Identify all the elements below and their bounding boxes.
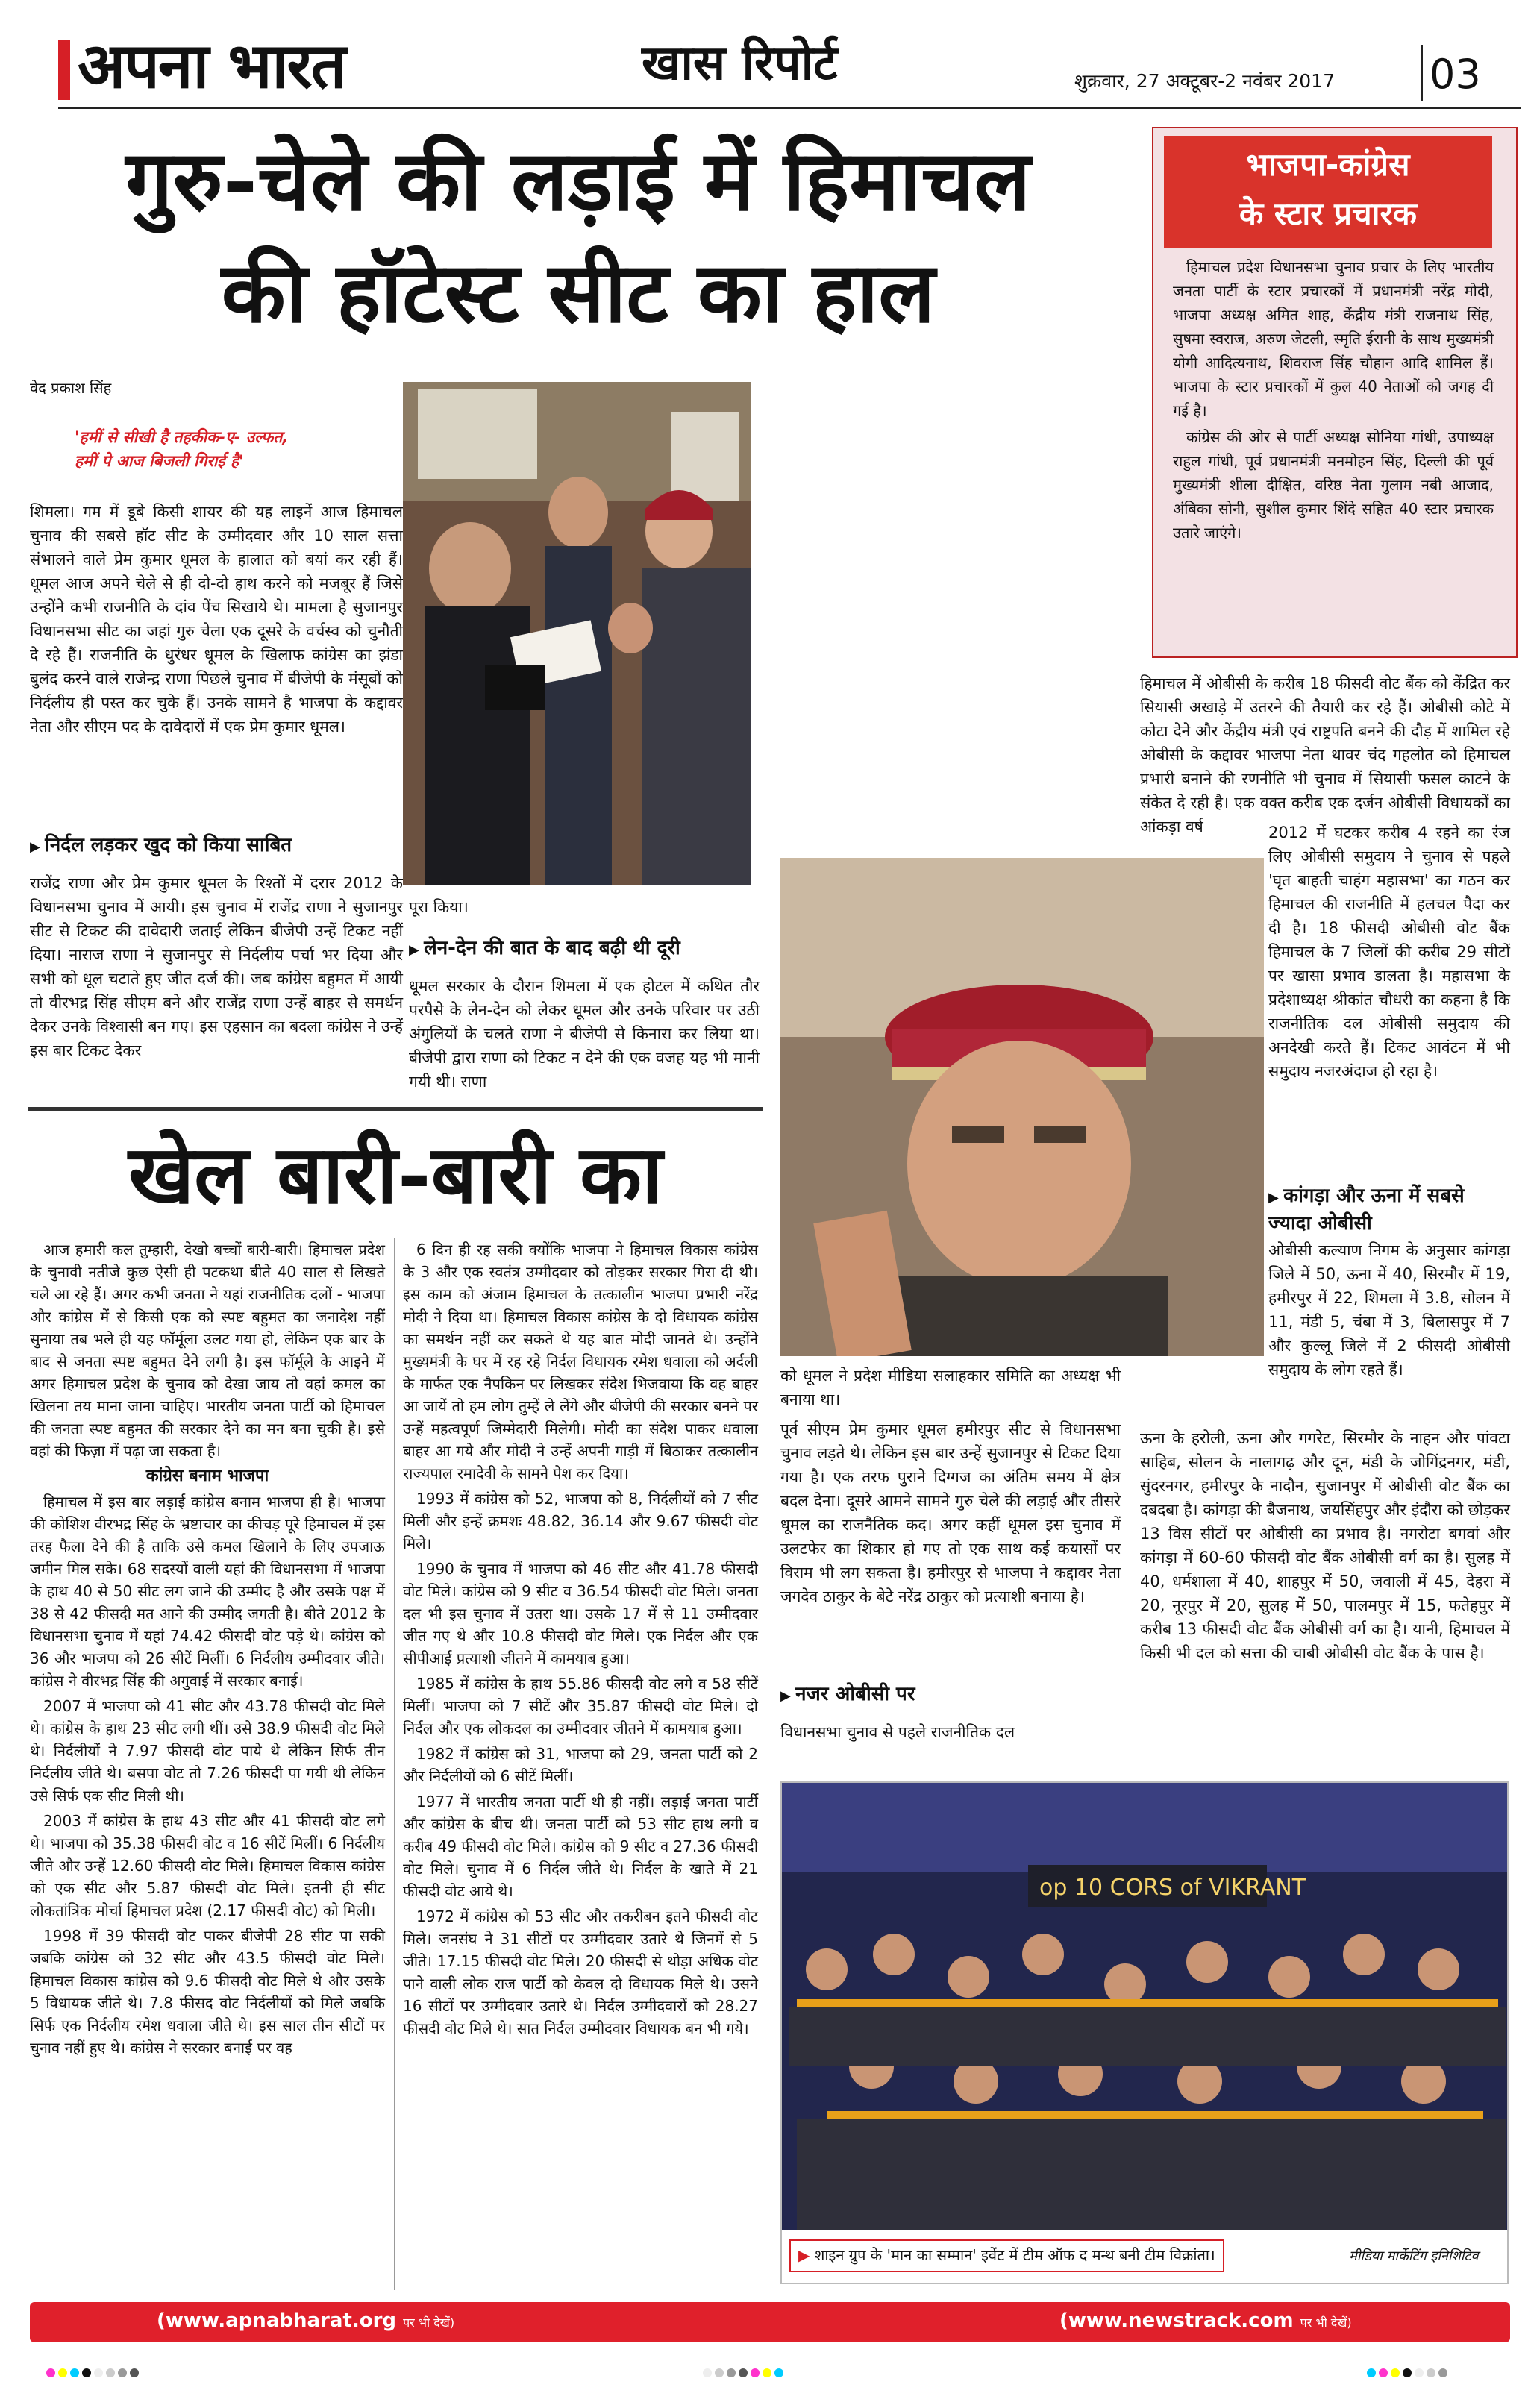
page-number: 03 bbox=[1430, 51, 1481, 98]
footer-url-right-suffix: पर भी देखें) bbox=[1300, 2315, 1352, 2330]
sidebar-title bbox=[1164, 136, 1492, 248]
para-len-den: धूमल सरकार के दौरान शिमला में एक होटल में कथित तौर परपैसे के लेन-देन को लेकर धूमल और उनके परिवार पर उठी अंगुलियों के चलते राणा ने बीजेपी से किनारा कर लिया था। बीजेपी द्वारा राणा को टिकट न देने की एक वजह यह भी मानी गयी थी। राणा bbox=[409, 977, 760, 1091]
footer-url-right-text[interactable]: (www.newstrack.com bbox=[1059, 2310, 1294, 2332]
column-divider bbox=[394, 1238, 395, 2290]
nomination-photo bbox=[403, 382, 751, 885]
masthead-rule bbox=[58, 107, 1521, 109]
subhead-nirdal: ▶ निर्दल लड़कर खुद को किया साबित bbox=[30, 833, 403, 860]
nomination-photo-art bbox=[403, 382, 751, 885]
sidebar-para-1: हिमाचल प्रदेश विधानसभा चुनाव प्रचार के लिए भारतीय जनता पार्टी के स्टार प्रचारकों में प्रधानमंत्री नरेंद्र मोदी, भाजपा अध्यक्ष अमित शाह, केंद्रीय मंत्री राजनाथ सिंह, सुषमा स्वराज, अरुण जेटली, स्मृति ईरानी के साथ मुख्यमंत्री योगी आदित्यनाथ, शिवराज सिंह चौहान आदि शामिल हैं। भाजपा के स्टार प्रचारकों में कुल 40 नेताओं को जगह दी गई है। bbox=[1173, 258, 1494, 419]
second-col2-para-1: 6 दिन ही रह सकी क्योंकि भाजपा ने हिमाचल विकास कांग्रेस के 3 और एक स्वतंत्र उम्मीदवार को तोड़कर सरकार गिरा दी थी। इस काम को अंजाम हिमाचल के तत्कालीन भाजपा प्रभारी नरेंद्र मोदी ने दिया था। हिमाचल विकास कांग्रेस के दो विधायक कांग्रेस का समर्थन नहीं कर सकते थे यह बात मोदी जानते थे। उन्होंने मुख्यमंत्री के घर में रह रहे निर्दल विधायक रमेश धवाला को अर्दली के मार्फत एक नैपकिन पर लिखकर संदेश भिजवाया कि वह बाहर आ जायें तो हम लोग तुम्हें ले लेंगे और बीजेपी की सरकार बनने पर उन्हें महत्वपूर्ण जिम्मेदारी मिलेगी। मोदी का संदेश पाकर धवाला बाहर आ गये और मोदी ने उन्हें अपनी गाड़ी में बिठाकर तत्कालीन राज्यपाल रमादेवी के सामने पेश कर दिया। bbox=[403, 1241, 758, 1482]
event-caption-text: शाइन ग्रुप के 'मान का सम्मान' इवेंट में टीम ऑफ द मन्थ बनी टीम विक्रांता। bbox=[814, 2246, 1215, 2264]
pull-quote: 'हमीं से सीखी है तहकीक-ए- उल्फत, हमीं पे आज बिजली गिराई है' bbox=[75, 428, 289, 470]
subhead-len-den: ▶ लेन-देन की बात के बाद बढ़ी थी दूरी bbox=[409, 935, 767, 963]
event-credit: मीडिया मार्केटिंग इनिशिटिव bbox=[1349, 2248, 1479, 2264]
second-col2-para-5: 1982 में कांग्रेस को 31, भाजपा को 29, जनता पार्टी को 2 और निर्दलीयों को 6 सीटें मिलीं। bbox=[403, 1745, 758, 1785]
right-para-2: 2012 में घटकर करीब 4 रहने का रंज लिए ओबीसी समुदाय ने चुनाव से पहले 'घृत बाहती चाहंग महासभा' का गठन कर हिमाचल की राजनीति में हलचल पैदा कर दी है। 18 फीसदी ओबीसी वोट बैंक हिमाचल के 7 जिलों की करीब 29 सीटों पर खासा प्रभाव डालता है। महासभा के प्रदेशाध्यक्ष श्रीकांत चौधरी का कहना है कि राजनीतिक दल ओबीसी समुदाय की अनदेखी करते हैं। टिकट आवंटन में भी समुदाय नजरअंदाज हो रहा है। bbox=[1268, 824, 1510, 1080]
second-col2-para-3: 1990 के चुनाव में भाजपा को 46 सीट और 41.78 फीसदी वोट मिले। कांग्रेस को 9 सीट व 36.54 फीसदी वोट मिले। जनता दल भी इस चुनाव में उतरा था। उसके 17 में से 11 उम्मीदवार जीत गए थे और 10.8 फीसदी वोट मिले। एक निर्दल और एक सीपीआई प्रत्याशी जीतने में कामयाब हुआ। bbox=[403, 1560, 758, 1667]
subhead-najar-obc: ▶ नजर ओबीसी पर bbox=[780, 1681, 1121, 1709]
sidebar-para-2: कांग्रेस की ओर से पार्टी अध्यक्ष सोनिया गांधी, उपाध्यक्ष राहुल गांधी, पूर्व प्रधानमंत्री मनमोहन सिंह, दिल्ली की पूर्व मुख्यमंत्री शीला दीक्षित, वरिष्ठ नेता गुलाम नबी आजाद, अंबिका सोनी, सुशील कुमार शिंदे सहित 40 स्टार प्रचारक उतारे जाएंगे। bbox=[1173, 428, 1494, 542]
byline: वेद प्रकाश सिंह bbox=[30, 379, 112, 397]
footer-url-left-suffix: पर भी देखें) bbox=[403, 2315, 455, 2330]
second-story-box bbox=[28, 1107, 763, 1111]
second-col1-para-2: हिमाचल में इस बार लड़ाई कांग्रेस बनाम भाजपा ही है। भाजपा की कोशिश वीरभद्र सिंह के भ्रष्टाचार का कीचड़ पूरे हिमाचल में इस तरह फैला देने की है ताकि उसे कमल खिलाने के लिए उपजाऊ जमीन मिल सके। 68 सदस्यों वाली यहां की विधानसभा में भाजपा के हाथ 40 से 50 सीट लग जाने की उम्मीद है और उसके पक्ष में 38 से 42 फीसदी मत आने की उम्मीद जगती है। बीते 2012 के विधानसभा चुनाव में यहां 74.42 फीसदी वोट पड़े थे। कांग्रेस को 36 और भाजपा को 26 सीटें मिलीं। 6 निर्दलीय उम्मीदवार जीते। कांग्रेस ने वीरभद्र सिंह की अगुवाई में सरकार बनाई। bbox=[30, 1493, 385, 1690]
lead-paragraph: शिमला। गम में डूबे किसी शायर की यह लाइनें आज हिमाचल चुनाव की सबसे हॉट सीट के उम्मीदवार और 10 साल सत्ता संभालने वाले प्रेम कुमार धूमल के हालात को बयां कर रही हैं। धूमल आज अपने चेले से ही दो-दो हाथ करने को मजबूर हैं जिसे उन्होंने कभी राजनीति के दांव पेंच सिखाये थे। मामला है सुजानपुर विधानसभा सीट का जहां गुरु चेला एक दूसरे के वर्चस्व को चुनौती दे रहे हैं। राजनीति के धुरंधर धूमल के खिलाफ कांग्रेस का झंडा बुलंद करने वाले राजेन्द्र राणा पिछले चुनाव में बीजेपी के मंसूबों को निर्दलीय ही पस्त कर चुके हैं। उनके सामने है भाजपा के कद्दावर नेता और सीएम पद के दावेदारों में एक प्रेम कुमार धूमल। bbox=[30, 503, 403, 736]
event-caption bbox=[789, 2239, 1224, 2272]
para-purv-cm: पूर्व सीएम प्रेम कुमार धूमल हमीरपुर सीट से विधानसभा चुनाव लड़ते थे। लेकिन इस बार उन्हें सुजानपुर से टिकट दिया गया है। एक तरफ पुराने दिग्गज का अंतिम समय में क्षेत्र बदल देना। दूसरे आमने सामने गुरु चेले की लड़ाई और तीसरे धूमल का राजनैतिक कद। अगर कहीं धूमल इस चुनाव में उलटफेर का शिकार हो गए तो एक साथ कई कयासों पर विराम भी लग सकता है। हमीरपुर से भाजपा ने कद्दावर नेता जगदेव ठाकुर के बेटे नरेंद्र ठाकुर को प्रत्याशी बनाया है। bbox=[780, 1420, 1121, 1605]
registration-dots-left bbox=[45, 2366, 140, 2380]
second-col1-para-4: 2003 में कांग्रेस के हाथ 43 सीट और 41 फीसदी वोट लगे थे। भाजपा को 35.38 फीसदी वोट व 16 सीटें मिलीं। 6 निर्दलीय जीते और उन्हें 12.60 फीसदी वोट मिले। हिमाचल विकास कांग्रेस को एक सीट और 5.87 फीसदी वोट मिले। इतनी ही सीट लोकतांत्रिक मोर्चा हिमाचल प्रदेश (2.17 फीसदी वोट) को मिली। bbox=[30, 1812, 385, 1919]
page-divider bbox=[1421, 45, 1423, 101]
headline-line-2: की हॉटेस्ट सीट का हाल bbox=[221, 244, 936, 342]
subhead-kangra: ▶ कांगड़ा और ऊना में सबसे ज्यादा ओबीसी bbox=[1268, 1183, 1510, 1236]
sidebar-box bbox=[1152, 127, 1518, 658]
masthead bbox=[0, 0, 1528, 112]
second-story-headline: खेल बारी-बारी का bbox=[128, 1128, 663, 1222]
sidebar-title-line-2: के स्टार प्रचारक bbox=[1239, 195, 1417, 232]
right-para-4: ऊना के हरोली, ऊना और गगरेट, सिरमौर के नाहन और पांवटा साहिब, सोलन के नालागढ़ और दून, मंडी के जोगिंद्रनगर, मंडी, सुंदरनगर, हमीरपुर के नादौन, सुजानपुर में ओबीसी वोट बैंक का दबदबा है। कांगड़ा की बैजनाथ, जयसिंहपुर और इंदौरा को छोड़कर 13 विस सीटों पर ओबीसी का प्रभाव है। नगरोटा बगवां और कांगड़ा में 60-60 फीसदी वोट बैंक ओबीसी वर्ग का है। सुलह में 40, धर्मशाला में 40, शाहपुर में 50, जवाली में 45, देहरा में 20, नूरपुर में 20, सुलह में 50, पालमपुर में 15, फतेहपुर में करीब 13 फीसदी वोट बैंक ओबीसी वर्ग का है। यानी, हिमाचल में किसी भी दल को सत्ता की चाबी ओबीसी वोट बैंक के पास है। bbox=[1140, 1429, 1510, 1662]
registration-dots-center bbox=[701, 2366, 785, 2380]
sidebar-body bbox=[1173, 255, 1494, 548]
footer-url-right[interactable] bbox=[1059, 2310, 1352, 2332]
right-para-3: ओबीसी कल्याण निगम के अनुसार कांगड़ा जिले में 50, ऊना में 40, सिरमौर में 19, हमीरपुर में 22, शिमला में 3.8, सोलन में 11, मंडी 5, चंबा में 3, बिलासपुर में 7 और कुल्लू जिले में 2 फीसदी ओबीसी समुदाय के लोग रहते हैं। bbox=[1268, 1241, 1510, 1379]
second-col2-para-7: 1972 में कांग्रेस को 53 सीट और तकरीबन इतने फीसदी वोट मिले। जनसंघ ने 31 सीटों पर उम्मीदवार उतारे थे जिनमें से 5 जीते। 17.15 फीसदी वोट मिले। 20 फीसदी से थोड़ा अधिक वोट पाने वाली लोक राज पार्टी को केवल दो विधायक मिले थे। उसने 16 सीटों पर उम्मीदवार उतारे थे। निर्दल उम्मीदवारों को 28.27 फीसदी वोट मिले थे। सात निर्दल उम्मीदवार विधायक बन भी गये। bbox=[403, 1907, 758, 2037]
para-nirdal: राजेंद्र राणा और प्रेम कुमार धूमल के रिश्तों में दरार 2012 के विधानसभा चुनाव में आयी। इस चुनाव में राजेंद्र राणा ने सुजानपुर सीट से टिकट की दावेदारी जताई लेकिन बीजेपी उन्हें टिकट नहीं दिया। नाराज राणा ने सुजानपुर से निर्दलीय पर्चा भर दिया और सभी को धूल चटाते हुए जीत दर्ज की। जब कांग्रेस बहुमत में आयी तो वीरभद्र सिंह सीएम बने और राजेंद्र राणा उन्हें बाहर से समर्थन देकर उनके विश्वासी बन गए। इस एहसान का बदला कांग्रेस ने उन्हें इस बार टिकट देकर bbox=[30, 874, 403, 1059]
footer-url-left-text[interactable]: (www.apnabharat.org bbox=[157, 2310, 397, 2332]
section-title: खास रिपोर्ट bbox=[642, 35, 838, 91]
dhumal-portrait bbox=[780, 858, 1264, 1356]
dhumal-portrait-art bbox=[780, 858, 1264, 1356]
brand-logo: अपना भारत bbox=[78, 28, 345, 102]
second-col1-para-5: 1998 में 39 फीसदी वोट पाकर बीजेपी 28 सीट पा सकी जबकि कांग्रेस को 32 सीट और 43.5 फीसदी वोट मिले। हिमाचल विकास कांग्रेस को 9.6 फीसदी वोट मिले थे और उसके 5 विधायक जीते थे। 7.8 फीसद वोट निर्दलीयों को मिले जबकि सिर्फ एक निर्दलीय रमेश धवाला जीते थे। इस साल तीन सीटों पर चुनाव नहीं हुए थे। कांग्रेस ने सरकार बनाई पर वह bbox=[30, 1927, 385, 2057]
second-col2-para-2: 1993 में कांग्रेस को 52, भाजपा को 8, निर्दलीयों को 7 सीट मिली और इन्हें क्रमशः 48.82, 36.14 और 9.67 फीसदी वोट मिले। bbox=[403, 1490, 758, 1552]
caption-arrow-icon: ▶ bbox=[798, 2246, 815, 2264]
event-photo bbox=[780, 1781, 1509, 2284]
second-col1-subhead: कांग्रेस बनाम भाजपा bbox=[145, 1467, 269, 1485]
para-najar-obc: विधानसभा चुनाव से पहले राजनीतिक दल bbox=[780, 1723, 1015, 1741]
para-len-den-cont: को धूमल ने प्रदेश मीडिया सलाहकार समिति का अध्यक्ष भी बनाया था। bbox=[780, 1367, 1121, 1408]
second-col-1 bbox=[30, 1238, 385, 2062]
right-para-1: हिमाचल में ओबीसी के करीब 18 फीसदी वोट बैंक को केंद्रित कर सियासी अखाड़े में उतरने की तैयारी कर रहे हैं। ओबीसी कोटे में कोटा देने और केंद्रीय मंत्री एवं राष्ट्रपति बनने की दौड़ में शामिल रहे ओबीसी के कद्दावर भाजपा नेता थावर चंद गहलोत को हिमाचल प्रभारी बनाने की रणनीति भी चुनाव में सियासी फसल काटने के संकेत दे रही है। एक वक्त करीब एक दर्जन ओबीसी विधायकों का आंकड़ा वर्ष bbox=[1140, 674, 1510, 835]
footer-url-left[interactable] bbox=[157, 2310, 454, 2332]
second-col-2 bbox=[403, 1238, 758, 2042]
para-nirdal-cont: पूरा किया। bbox=[409, 898, 469, 916]
event-banner-text: op 10 CORS of VIKRANT bbox=[1039, 1875, 1306, 1901]
event-photo-art bbox=[782, 1783, 1507, 2230]
second-col2-para-4: 1985 में कांग्रेस के हाथ 55.86 फीसदी वोट लगे व 58 सीटें मिलीं। भाजपा को 7 सीटें और 35.87 फीसदी वोट मिले। दो निर्दल और एक लोकदल का उम्मीदवार जीतने में कामयाब हुआ। bbox=[403, 1675, 758, 1737]
main-headline bbox=[30, 125, 1127, 349]
registration-dots-right bbox=[1365, 2366, 1449, 2380]
second-col2-para-6: 1977 में भारतीय जनता पार्टी थी ही नहीं। लड़ाई जनता पार्टी और कांग्रेस के बीच थी। जनता पार्टी को 53 सीट हाथ लगी व करीब 49 फीसदी वोट मिले। कांग्रेस को 9 सीट व 27.36 फीसदी वोट मिले। चुनाव में 6 निर्दल जीते थे। निर्दल के खाते में 21 फीसदी वोट आये थे। bbox=[403, 1793, 758, 1900]
sidebar-title-line-1: भाजपा-कांग्रेस bbox=[1246, 146, 1410, 183]
second-col1-para-1: आज हमारी कल तुम्हारी, देखो बच्चों बारी-बारी। हिमाचल प्रदेश के चुनावी नतीजे कुछ ऐसी ही पटकथा बीते 40 साल से लिखते चले आ रहे हैं। अगर कभी जनता ने यहां राजनीतिक दलों - भाजपा और कांग्रेस में से किसी एक को स्पष्ट बहुमत का जनादेश नहीं सुनाया तब भले ही यह फॉर्मूला उलट गया हो, लेकिन एक बार के बाद से जनता स्पष्ट बहुमत देने लगी है। इस फॉर्मूले के आइने में अगर हिमाचल प्रदेश के चुनाव को देखा जाय तो वहां कमल का खिलना तय माना जाना चाहिए। भारतीय जनता पार्टी को हिमाचल की जनता स्पष्ट बहुमत की सरकार देने का मन बना चुकी है। इसे वहां की फिज़ा में पढ़ा जा सकता है। bbox=[30, 1241, 385, 1460]
issue-date: शुक्रवार, 27 अक्टूबर-2 नवंबर 2017 bbox=[1074, 70, 1335, 92]
second-col1-para-3: 2007 में भाजपा को 41 सीट और 43.78 फीसदी वोट मिले थे। कांग्रेस के हाथ 23 सीट लगी थीं। उसे 38.9 फीसदी वोट मिले थे। निर्दलीयों ने 7.97 फीसदी वोट पाये थे लेकिन सिर्फ तीन निर्दलीय जीते थे। बसपा वोट तो 7.26 फीसदी पा गयी थी लेकिन उसे सिर्फ एक सीट मिली थी। bbox=[30, 1697, 385, 1805]
headline-line-1: गुरु-चेले की लड़ाई में हिमाचल bbox=[125, 132, 1031, 230]
brand-red-bar bbox=[58, 40, 70, 100]
